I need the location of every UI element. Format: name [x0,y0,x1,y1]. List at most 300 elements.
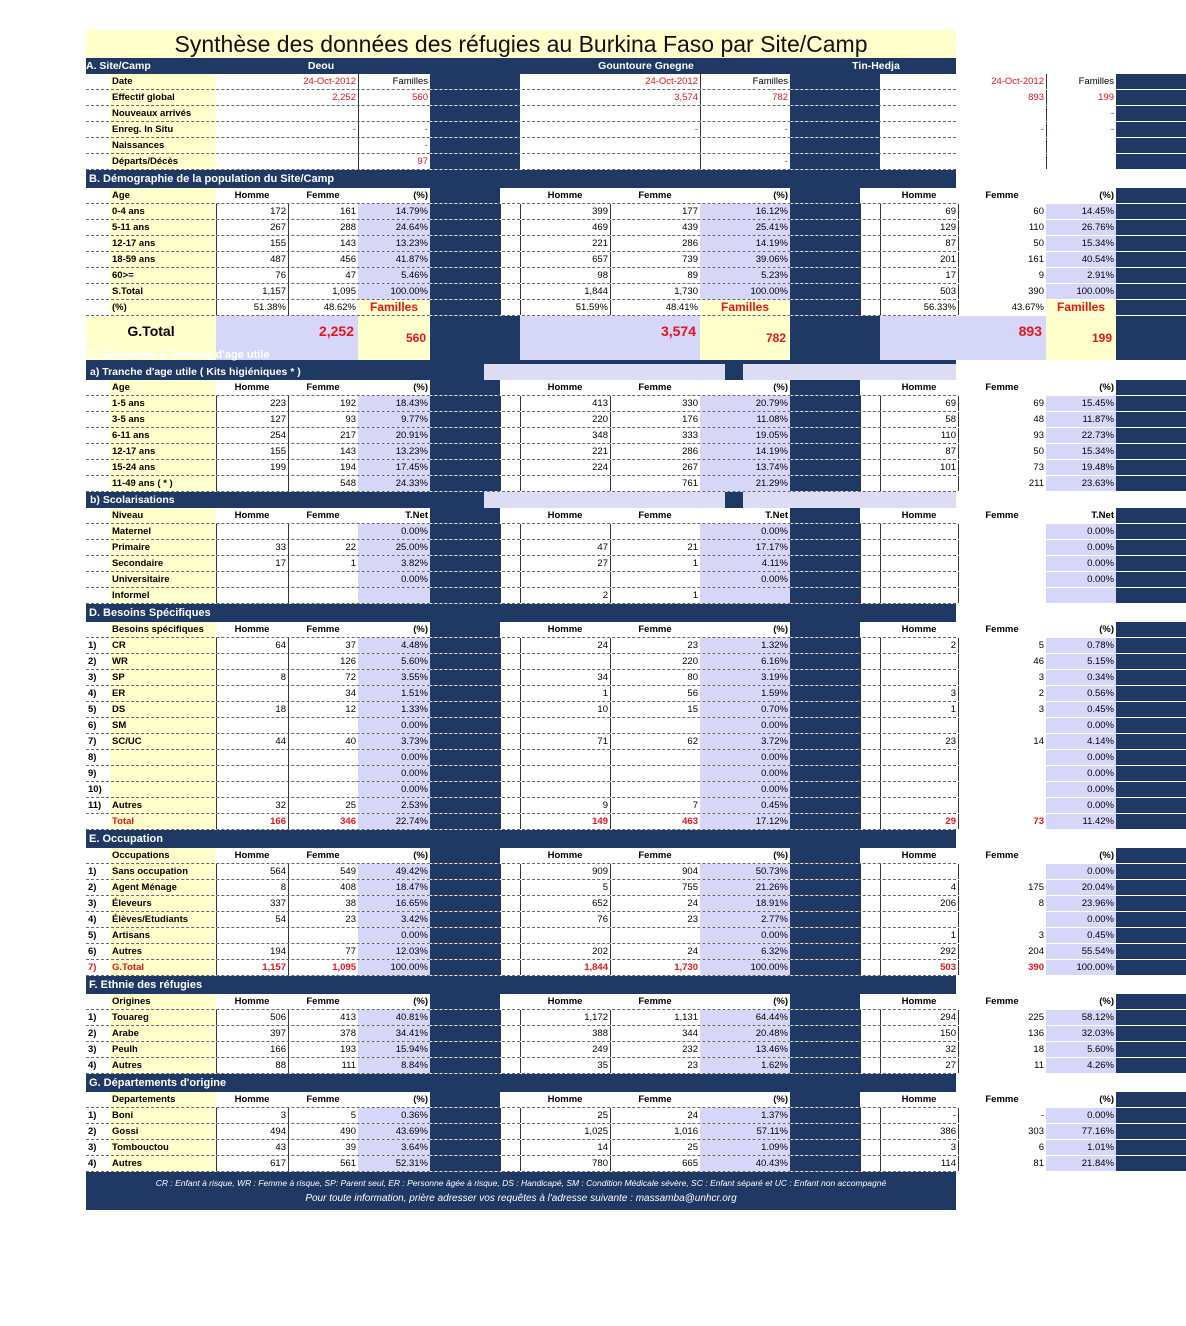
table-cell: 48.41% [610,300,700,315]
table-cell: 221 [520,236,610,251]
table-cell: 549 [288,864,358,879]
table-cell [288,928,358,943]
table-cell [958,540,1046,555]
table-cell: 399 [520,204,610,219]
table-row [86,1042,1114,1058]
table-cell: 2 [958,686,1046,701]
table-cell: 24 [610,1108,700,1123]
table-cell: 5 [288,1108,358,1123]
table-cell [700,106,790,121]
table-cell: 56 [610,686,700,701]
table-cell: 2,252 [332,92,356,103]
site-row [86,90,1114,106]
table-cell: 17.17% [700,540,790,555]
table-cell: Départs/Décès [110,154,216,169]
table-cell [520,138,700,153]
table-cell: 469 [520,220,610,235]
table-cell [958,572,1046,587]
column-header: Femme [638,850,672,861]
table-cell: ER [110,686,216,701]
table-cell: 0.00% [700,718,790,733]
table-row [86,782,1114,798]
table-cell: 5 [958,638,1046,653]
table-cell: 20.04% [1046,880,1116,895]
table-cell: 23.63% [1046,476,1116,491]
table-cell: 7) [86,960,110,975]
column-header: (%) [1099,382,1114,393]
table-row [86,524,1114,540]
table-cell: 13.23% [358,444,430,459]
table-cell [880,718,958,733]
table-row [86,1058,1114,1074]
table-cell [958,782,1046,797]
column-header: Femme [638,382,672,393]
table-cell: 3.64% [358,1140,430,1155]
table-cell: 0.00% [1046,556,1116,571]
table-cell: 439 [610,220,700,235]
table-cell: 16.12% [700,204,790,219]
table-cell: 1.59% [700,686,790,701]
table-cell: 54 [216,912,288,927]
column-header: Age [110,188,216,203]
table-cell: 225 [958,1010,1046,1025]
table-cell: 69 [880,396,958,411]
table-cell [880,106,1046,121]
column-header: (%) [773,1094,788,1105]
table-cell: 2 [880,638,958,653]
table-cell: 288 [288,220,358,235]
column-header: (%) [1099,624,1114,635]
table-cell: 50 [958,236,1046,251]
table-cell: 303 [958,1124,1046,1139]
table-cell [520,572,610,587]
table-cell: 110 [958,220,1046,235]
table-cell: 39 [288,1140,358,1155]
table-cell: SP [110,670,216,685]
table-cell: 1 [880,928,958,943]
table-cell: Autres [110,944,216,959]
column-header: Besoins spécifiques [110,622,216,637]
table-cell: 18-59 ans [110,252,216,267]
table-cell: 408 [288,880,358,895]
table-cell: 8) [86,750,110,765]
grand-total-row [86,316,1112,346]
table-header-row [86,508,1114,524]
table-header-row [86,188,1114,204]
section-e-title: E. Occupation [86,830,956,848]
table-cell [288,572,358,587]
table-cell: 32 [880,1042,958,1057]
table-cell [880,782,958,797]
table-cell: 24 [610,944,700,959]
table-cell: 18 [216,702,288,717]
table-cell: 93 [288,412,358,427]
table-cell: 0.00% [1046,1108,1116,1123]
table-cell: 337 [216,896,288,911]
table-cell: 0.00% [358,572,430,587]
column-header: Age [110,380,216,395]
table-cell: 13.23% [358,236,430,251]
column-header: (%) [413,996,428,1007]
table-cell: 81 [958,1156,1046,1171]
table-cell: 346 [288,814,358,829]
table-cell: 98 [520,268,610,283]
table-row [86,476,1114,492]
table-cell: 17.12% [700,814,790,829]
site-name-gountoure: Gountoure Gnegne [598,60,694,72]
table-cell: 24.33% [358,476,430,491]
table-cell [520,782,610,797]
table-cell: 15.34% [1046,444,1116,459]
table-cell [520,928,610,943]
table-cell: 390 [958,960,1046,975]
table-cell [520,524,610,539]
table-cell: - [700,154,790,169]
table-cell: (%) [110,300,216,315]
table-row [86,912,1114,928]
table-cell [700,138,790,153]
table-cell: 487 [216,252,288,267]
table-cell: Agent Ménage [110,880,216,895]
table-cell: 24.64% [358,220,430,235]
table-cell: 221 [520,444,610,459]
table-cell: 333 [610,428,700,443]
table-cell: - [958,1108,1046,1123]
table-cell: 4.48% [358,638,430,653]
table-cell: 194 [288,460,358,475]
column-header: Femme [985,190,1019,201]
column-header: (%) [773,382,788,393]
table-cell: 652 [520,896,610,911]
table-cell [216,928,288,943]
table-cell: WR [110,654,216,669]
section-b-title: B. Démographie de la population du Site/Camp [86,170,956,188]
table-cell: 4.14% [1046,734,1116,749]
table-cell: 909 [520,864,610,879]
table-cell: Maternel [110,524,216,539]
table-cell: 4) [86,1156,110,1171]
column-header: (%) [1099,1094,1114,1105]
table-row [86,670,1114,686]
table-cell: 5.15% [1046,654,1116,669]
table-cell [880,798,958,813]
table-cell: - [1046,122,1116,137]
table-cell [880,572,958,587]
column-header: Homme [234,624,270,635]
table-cell: 755 [610,880,700,895]
table-cell: 904 [610,864,700,879]
table-cell [110,766,216,781]
table-cell: 199 [1046,90,1116,105]
table-cell [958,718,1046,733]
table-cell [880,654,958,669]
column-header: Femme [985,1094,1019,1105]
table-cell [958,864,1046,879]
table-cell: 100.00% [358,960,430,975]
column-header: Homme [901,850,937,861]
table-cell [216,154,358,169]
table-cell: 1.37% [700,1108,790,1123]
table-cell: 32 [216,798,288,813]
table-cell [86,814,110,829]
grand-total-label: G.Total [86,316,216,360]
table-cell: 463 [610,814,700,829]
table-cell: 40.43% [700,1156,790,1171]
table-cell: DS [110,702,216,717]
table-cell: 1) [86,1108,110,1123]
section-g-title: G. Départements d'origine [86,1074,956,1092]
table-cell: 64 [216,638,288,653]
table-cell: 34 [288,686,358,701]
specific-needs-table [86,622,1114,830]
table-cell: Éleveurs [110,896,216,911]
table-cell [110,782,216,797]
table-cell [288,766,358,781]
table-cell [958,556,1046,571]
column-header: Femme [306,850,340,861]
column-header: Femme [985,996,1019,1007]
table-cell: 24-Oct-2012 [645,76,698,87]
table-cell: 37 [288,638,358,653]
table-cell: 32.03% [1046,1026,1116,1041]
table-cell: Primaire [110,540,216,555]
table-cell: 617 [216,1156,288,1171]
table-cell: 397 [216,1026,288,1041]
table-cell: 5.23% [700,268,790,283]
column-header: Femme [985,510,1019,521]
table-cell: 3 [880,686,958,701]
table-row [86,798,1114,814]
table-cell: 3.42% [358,912,430,927]
table-cell [610,718,700,733]
schooling-table [86,508,1114,604]
column-header: Occupations [110,848,216,863]
table-cell: 6.32% [700,944,790,959]
table-cell: 413 [288,1010,358,1025]
table-cell: 0.00% [1046,766,1116,781]
table-cell [110,750,216,765]
table-cell: - [880,1108,958,1123]
column-header: (%) [1099,190,1114,201]
column-header: Homme [234,996,270,1007]
table-cell: 8 [216,880,288,895]
table-cell: 0.00% [1046,782,1116,797]
table-cell: 22 [288,540,358,555]
table-cell: Gossi [110,1124,216,1139]
table-cell: 73 [958,460,1046,475]
table-cell: 1 [610,588,700,603]
table-cell: 254 [216,428,288,443]
table-cell: 893 [1028,92,1044,103]
table-cell: Sans occupation [110,864,216,879]
table-cell: 223 [216,396,288,411]
table-cell [288,588,358,603]
table-cell: 25 [288,798,358,813]
site-name-deou: Deou [307,60,335,72]
table-cell: 665 [610,1156,700,1171]
table-cell: 0.34% [1046,670,1116,685]
table-cell [216,654,288,669]
table-cell: 1 [520,686,610,701]
table-cell: 494 [216,1124,288,1139]
table-cell: 1,844 [520,960,610,975]
column-header: T.Net [765,510,788,521]
table-cell: 14 [958,734,1046,749]
table-cell: 19.48% [1046,460,1116,475]
table-cell: 20.91% [358,428,430,443]
table-cell: Élèves/Etudiants [110,912,216,927]
table-cell: 1) [86,638,110,653]
table-cell: 43 [216,1140,288,1155]
demography-table [86,188,1114,316]
column-header: Femme [306,1094,340,1105]
table-cell: 27 [880,1058,958,1073]
table-cell [958,766,1046,781]
table-cell: 286 [610,236,700,251]
table-cell: 175 [958,880,1046,895]
table-cell [700,588,790,603]
table-cell [520,476,610,491]
table-cell: 17 [216,556,288,571]
table-cell: 14 [520,1140,610,1155]
site-row [86,106,1114,122]
section-ca-header: a) Tranche d'age utile ( Kits higiéniques * ) [86,364,956,380]
table-cell [880,864,958,879]
table-row [86,734,1114,750]
table-row [86,236,1114,252]
table-cell: 0.00% [700,782,790,797]
table-cell: 38 [288,896,358,911]
table-cell: 49.42% [358,864,430,879]
table-cell: 33 [216,540,288,555]
summary-sheet [86,30,1114,1210]
table-cell: 55.54% [1046,944,1116,959]
table-cell: 1,016 [610,1124,700,1139]
table-cell: 50.73% [700,864,790,879]
table-cell: 13.46% [700,1042,790,1057]
table-cell: 161 [958,252,1046,267]
table-cell: 413 [520,396,610,411]
column-header: Homme [901,510,937,521]
table-cell: 17.45% [358,460,430,475]
table-cell: Universitaire [110,572,216,587]
table-cell: 564 [216,864,288,879]
table-cell: 57.11% [700,1124,790,1139]
table-cell: 166 [216,1042,288,1057]
table-cell: 12.03% [358,944,430,959]
table-cell: 21 [610,540,700,555]
table-cell: 80 [610,670,700,685]
column-header: Homme [901,1094,937,1105]
table-cell: Nouveaux arrivés [110,106,216,121]
table-cell [1046,154,1116,169]
column-header: Femme [985,624,1019,635]
grand-total-tin-hedja: 893 [880,316,1046,360]
table-cell: 12-17 ans [110,236,216,251]
table-cell: 18.47% [358,880,430,895]
table-cell: 3 [880,1140,958,1155]
table-cell [880,138,1046,153]
column-header: Homme [547,624,583,635]
column-header: Homme [901,190,937,201]
table-cell: 40.54% [1046,252,1116,267]
table-cell [288,524,358,539]
site-name-tin-hedja: Tin-Hedja [852,60,900,72]
table-cell: 1.01% [1046,1140,1116,1155]
table-cell [216,476,288,491]
table-cell: 143 [288,236,358,251]
table-cell: 15.45% [1046,396,1116,411]
table-cell: 249 [520,1042,610,1057]
table-cell: 330 [610,396,700,411]
table-cell: 1,730 [610,284,700,299]
table-cell: 4) [86,686,110,701]
table-cell: Artisans [110,928,216,943]
table-cell [358,588,430,603]
table-cell: 3 [958,670,1046,685]
table-row [86,702,1114,718]
table-cell: 4.11% [700,556,790,571]
table-cell: 6 [958,1140,1046,1155]
table-cell: Naissances [110,138,216,153]
table-cell: CR [110,638,216,653]
table-cell: 378 [288,1026,358,1041]
table-cell: 23 [288,912,358,927]
table-cell: 0.00% [358,524,430,539]
page-title: Synthèse des données des réfugies au Burkina Faso par Site/Camp [86,30,956,58]
table-cell [880,750,958,765]
table-row [86,556,1114,572]
table-cell: 24-Oct-2012 [991,76,1044,87]
table-cell: 35 [520,1058,610,1073]
table-row [86,654,1114,670]
table-row [86,1010,1114,1026]
column-header: Femme [638,510,672,521]
table-cell: 41.87% [358,252,430,267]
table-row [86,896,1114,912]
table-cell: 23 [610,1058,700,1073]
table-cell [520,154,700,169]
column-header: (%) [413,850,428,861]
table-cell: 114 [880,1156,958,1171]
table-cell: 9 [958,268,1046,283]
table-cell: 88 [216,1058,288,1073]
table-cell: 46 [958,654,1046,669]
section-c-title: C. Éducation & Tranche d'age utile [86,346,956,364]
table-cell: Familles [1046,300,1116,315]
column-header: (%) [413,624,428,635]
table-cell: 72 [288,670,358,685]
occupation-table [86,848,1114,976]
table-cell: 780 [520,1156,610,1171]
table-cell: 0.00% [1046,864,1116,879]
table-cell: 199 [216,460,288,475]
section-a-header [86,58,956,74]
column-header: (%) [1099,850,1114,861]
table-cell [880,540,958,555]
table-cell: 77.16% [1046,1124,1116,1139]
table-cell: 1 [880,702,958,717]
table-cell: 15.94% [358,1042,430,1057]
table-cell: 15 [610,702,700,717]
table-row [86,540,1114,556]
table-cell: 9) [86,766,110,781]
table-cell: 172 [216,204,288,219]
table-cell: 2.53% [358,798,430,813]
table-cell: 0.00% [700,524,790,539]
table-row [86,428,1114,444]
table-cell: 62 [610,734,700,749]
